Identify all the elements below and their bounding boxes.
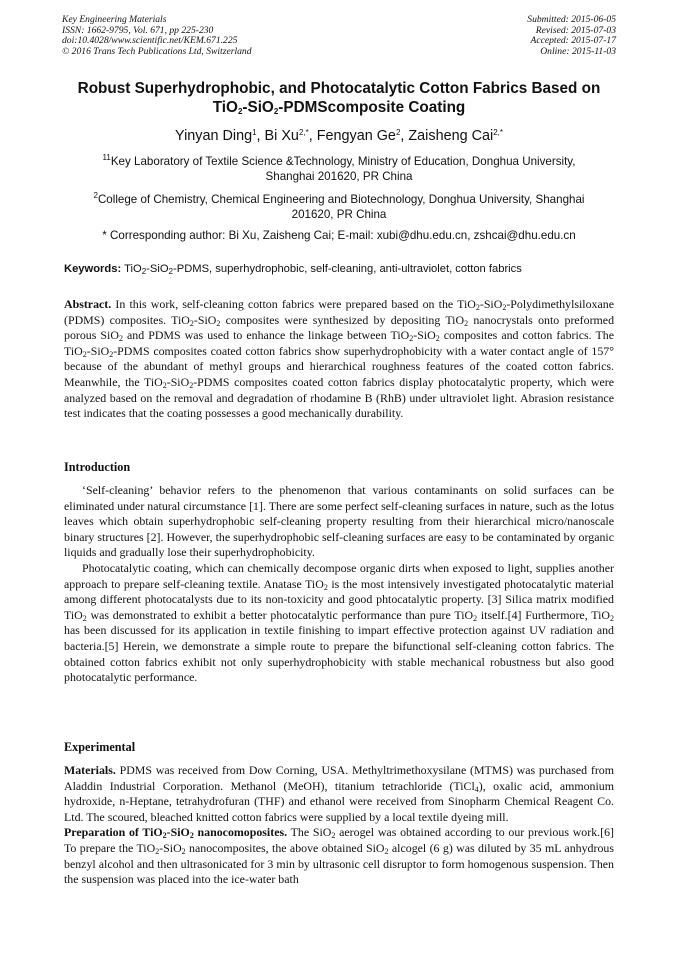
subscript: 2 — [323, 582, 328, 592]
keywords — [64, 262, 616, 277]
keywords-text: -PDMS, superhydrophobic, self-cleaning, anti-ultraviolet, cotton fabrics — [173, 263, 522, 275]
materials-paragraph — [64, 763, 614, 825]
affiliation-1-line-1 — [60, 154, 618, 169]
title-text: TiO — [212, 98, 238, 116]
subscript: 2 — [216, 318, 221, 328]
author-name: , Bi Xu — [256, 128, 299, 144]
title-text: -SiO — [242, 98, 274, 116]
intro-text: has been discussed for its application in textile finishing to impart effective protection against UV radiation and bacteria.[5] Herein, we demonstrate a simple route to prepare the bifunctional self-cleaning cotton fabrics. The obtained cotton fabrics exhibit not only superhydrophobicity with stable mechanical robustness but also good photocatalytic performance. — [64, 623, 614, 685]
introduction-paragraph-1: ‘Self-cleaning’ behavior refers to the phenomenon that various contaminants on solid surfaces can be eliminated under natural circumstance [1]. There are some perfect self-cleaning surfaces in nature, such as the lotus leaves which obtain superhydrophobic self-cleaning property resulting from their hierarchical micro/nanoscale binary structures [2]. However, the superhydrophobic self-cleaning surfaces are easy to be contaminated by organic liquids and gradually lose their superhydrophobicity. — [64, 483, 614, 560]
title-subscript: 2 — [273, 106, 279, 116]
preparation-text: nanocomposites, the above obtained SiO — [185, 840, 385, 855]
subscript: 4 — [474, 784, 479, 794]
preparation-text: The SiO — [287, 825, 332, 840]
date-revised: Revised: 2015-07-03 — [535, 24, 616, 36]
keywords-label: Keywords: — [64, 263, 122, 275]
journal-copyright: © 2016 Trans Tech Publications Ltd, Switzerland — [62, 45, 252, 57]
title-subscript: 2 — [237, 106, 243, 116]
subscript: 2 — [435, 334, 440, 344]
abstract-text: composites were synthesized by depositing TiO — [220, 312, 465, 327]
abstract-text: nanocrystals onto preformed porous SiO — [64, 312, 615, 343]
affiliation-2-line-1 — [60, 192, 618, 207]
subscript: 2 — [162, 831, 167, 841]
abstract — [64, 297, 614, 422]
subscript: 2 — [384, 846, 389, 856]
subscript: 2 — [155, 846, 160, 856]
abstract-text: -SiO — [479, 297, 503, 311]
subscript: 2 — [189, 831, 194, 841]
materials-text: ), oxalic acid, ammonium hydroxide, n-Heptane, tetrahydrofuran (THF) and ethanol were received from Sinopharm Chemical Reagent Co. Ltd. The scoured, bleached knitted cotton fabrics were supplied by a local textile dyeing mill. — [64, 778, 614, 824]
publication-dates — [527, 15, 616, 57]
affil-text: Key Laboratory of Textile Science &Technology, Ministry of Education, Donghua University, — [110, 155, 576, 168]
subscript: 2 — [409, 334, 414, 344]
title-line-1: Robust Superhydrophobic, and Photocatalytic Cotton Fabrics Based on — [77, 80, 601, 97]
journal-info — [62, 15, 252, 57]
author-list — [60, 128, 618, 144]
abstract-text: -PDMS composites coated cotton fabrics display photocatalytic property, which were analyzed based on the removal and degradation of rhodamine B (RhB) under ultraviolet light. Abrasion resistance test indicates that the coating possesses a good mechanically durability. — [64, 374, 614, 421]
date-submitted: Submitted: 2015-06-05 — [527, 14, 616, 25]
intro-text: is the most intensively investigated photocatalytic material among different photocatalysts due to its non-toxicity and good phtocatalytic property. [3] Silica matrix modified TiO — [64, 576, 614, 622]
preparation-text: -SiO — [159, 840, 182, 855]
abstract-text: and PDMS was used to enhance the linkage between TiO — [122, 328, 410, 343]
affil-mark: 2 — [93, 191, 98, 200]
preparation-text: aerogel was obtained according to our previous work.[6] To prepare the TiO — [64, 825, 614, 855]
materials-label: Materials. — [64, 763, 116, 777]
subscript: 2 — [189, 380, 194, 390]
title-text: -PDMScomposite Coating — [278, 98, 466, 116]
abstract-text: composites and cotton fabrics. The TiO — [64, 328, 614, 358]
author-affil-mark: 1 — [252, 128, 257, 137]
journal-doi: doi:10.4028/www.scientific.net/KEM.671.225 — [62, 35, 238, 46]
preparation-label — [64, 825, 287, 839]
preparation-label-text: Preparation of TiO — [64, 825, 163, 840]
affiliation-2 — [60, 192, 618, 222]
abstract-text: In this work, self-cleaning cotton fabrics were prepared based on the TiO — [111, 297, 476, 311]
subscript: 2 — [502, 303, 507, 312]
preparation-text: alcogel (6 g) was diluted by 35 mL anhydrous benzyl alcohol and then ultrasonicated for 3 min by ultrasonic cell disruptor to form homogenous suspension. Then the suspension was placed into the ice-water bath — [64, 840, 614, 887]
subscript: 2 — [475, 303, 480, 312]
preparation-label-text: -SiO — [166, 825, 190, 840]
subscript: 2 — [82, 349, 87, 359]
introduction-heading: Introduction — [64, 460, 131, 474]
abstract-text: -SiO — [166, 374, 190, 389]
subscript: 2 — [162, 380, 167, 390]
subscript: 2 — [109, 349, 114, 359]
affil-mark: 11 — [102, 153, 111, 162]
author-name: , Zaisheng Cai — [400, 128, 494, 144]
date-online: Online: 2015-11-03 — [540, 45, 616, 57]
keywords-text: -SiO — [146, 263, 169, 275]
subscript: 2 — [473, 613, 478, 623]
introduction-paragraph-2 — [64, 561, 614, 686]
journal-issn: ISSN: 1662-9795, Vol. 671, pp 225-230 — [62, 24, 214, 36]
paper-title — [60, 80, 618, 117]
intro-text: Photocatalytic coating, which can chemically decompose organic dirts when exposed to light, supplies another approach to prepare self-cleaning textile. Anatase TiO — [64, 560, 614, 591]
subscript: 2 — [610, 613, 614, 623]
abstract-text: -SiO — [193, 312, 217, 327]
subscript: 2 — [181, 846, 186, 856]
experimental-body — [64, 763, 614, 888]
abstract-text: -SiO — [86, 343, 110, 358]
intro-text: was demonstrated to exhibit a better photocatalytic performance than pure TiO — [86, 607, 474, 622]
journal-name: Key Engineering Materials — [62, 14, 167, 25]
author-affil-mark: 2 — [395, 128, 401, 137]
subscript: 2 — [118, 334, 123, 344]
abstract-text: -PDMS composites coated cotton fabrics show superhydrophobicity with a water contact angle of 157° because of the abundant of methyl groups and hierarchical roughness features of the coated cotton fabrics. Meanwhile, the TiO — [64, 343, 614, 389]
experimental-heading: Experimental — [64, 740, 136, 754]
date-accepted: Accepted: 2015-07-17 — [530, 35, 616, 46]
subscript: 2 — [189, 318, 194, 328]
keywords-text: TiO — [121, 263, 142, 275]
keywords-subscript: 2 — [168, 267, 173, 276]
author-affil-mark: 2,* — [298, 128, 309, 137]
author-name: , Fengyan Ge — [308, 128, 396, 144]
affiliation-1-line-2: Shanghai 201620, PR China — [265, 170, 413, 183]
introduction-body — [64, 483, 614, 686]
affiliation-2-line-2: 201620, PR China — [291, 208, 387, 221]
abstract-label: Abstract. — [64, 297, 112, 311]
preparation-paragraph — [64, 825, 614, 887]
intro-text: itself.[4] Furthermore, TiO — [477, 607, 610, 622]
affil-text: College of Chemistry, Chemical Engineering and Biotechnology, Donghua University, Shanghai — [97, 193, 585, 206]
abstract-text: -Polydimethylsiloxane (PDMS) composites. TiO — [64, 297, 614, 327]
author-affil-mark: 2,* — [493, 128, 503, 137]
subscript: 2 — [331, 831, 336, 841]
preparation-label-text: nanocomoposites. — [193, 825, 288, 840]
abstract-paragraph — [64, 297, 614, 422]
author-name: Yinyan Ding — [175, 128, 253, 144]
subscript: 2 — [464, 318, 469, 328]
title-line-2 — [60, 99, 618, 118]
abstract-text: -SiO — [413, 328, 436, 343]
affiliation-1 — [60, 154, 618, 184]
corresponding-author: * Corresponding author: Bi Xu, Zaisheng Cai; E-mail: xubi@dhu.edu.cn, zshcai@dhu.edu.cn — [102, 229, 576, 242]
subscript: 2 — [82, 613, 87, 623]
keywords-subscript: 2 — [141, 267, 147, 276]
materials-text: PDMS was received from Dow Corning, USA. Methyltrimethoxysilane (MTMS) was purchased from Aladdin Industrial Corporation. Methanol (MeOH), titanium tetrachloride (TiCl — [64, 763, 614, 793]
